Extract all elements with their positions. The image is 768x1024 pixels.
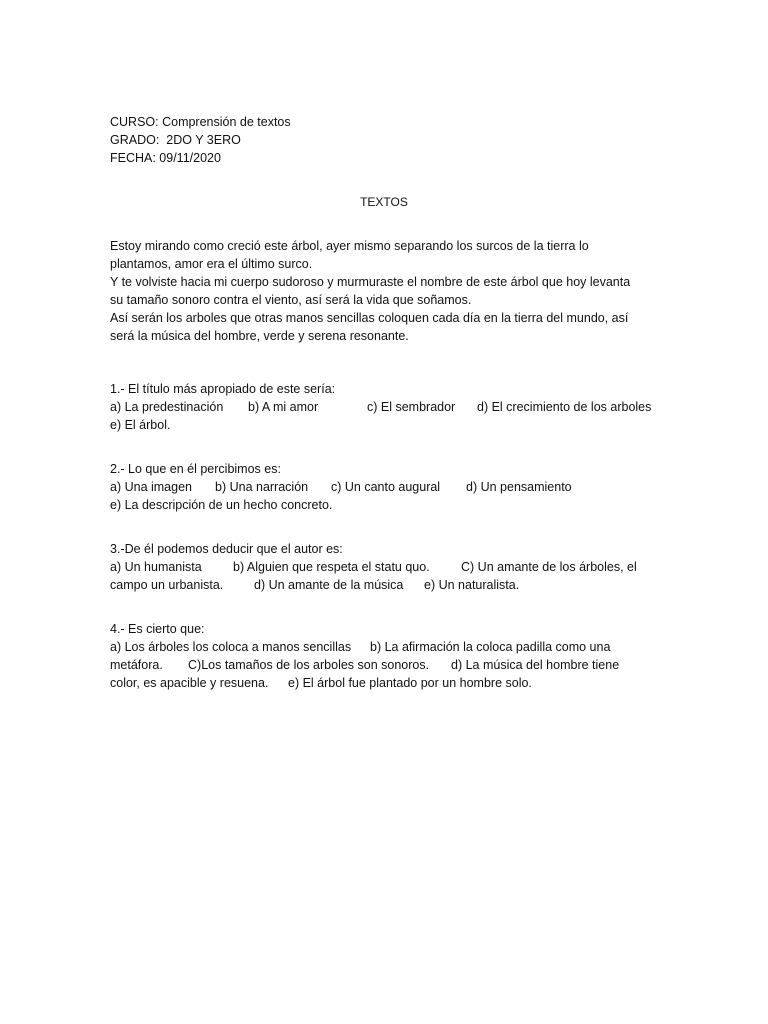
- question-3: [110, 540, 680, 594]
- question-2: [110, 460, 680, 514]
- document-header: [110, 113, 291, 167]
- passage-line: será la música del hombre, verde y serena resonante.: [110, 329, 409, 343]
- option-d-continued: color, es apacible y resuena.: [110, 676, 269, 690]
- question-options-row: [110, 674, 680, 692]
- question-stem: 1.- El título más apropiado de este sería:: [110, 382, 336, 396]
- option-a: a) Un humanista: [110, 560, 202, 574]
- option-d: d) Un pensamiento: [466, 480, 572, 494]
- option-c: C) Un amante de los árboles, el: [461, 560, 637, 574]
- option-d: d) La música del hombre tiene: [451, 658, 620, 672]
- passage-line: su tamaño sonoro contra el viento, así será la vida que soñamos.: [110, 293, 472, 307]
- passage-line: Así serán los arboles que otras manos sencillas coloquen cada día en la tierra del mundo, así: [110, 311, 629, 325]
- passage-line: plantamos, amor era el último surco.: [110, 257, 313, 271]
- option-a: a) Los árboles los coloca a manos sencillas: [110, 640, 352, 654]
- option-a: a) Una imagen: [110, 480, 192, 494]
- question-stem: 2.- Lo que en él percibimos es:: [110, 462, 281, 476]
- option-e: e) El árbol.: [110, 418, 171, 432]
- question-options-row: [110, 478, 680, 496]
- reading-passage: [110, 237, 670, 345]
- option-e: e) Un naturalista.: [424, 578, 520, 592]
- question-options-row: [110, 398, 680, 416]
- option-c: c) El sembrador: [367, 400, 456, 414]
- option-c-continued: campo un urbanista.: [110, 578, 224, 592]
- option-e: e) El árbol fue plantado por un hombre solo.: [288, 676, 532, 690]
- date-line: FECHA: 09/11/2020: [110, 151, 221, 165]
- question-options-row: [110, 558, 680, 576]
- course-line: CURSO: Comprensión de textos: [110, 115, 291, 129]
- option-b: b) Una narración: [215, 480, 309, 494]
- grade-line: GRADO: 2DO Y 3ERO: [110, 133, 241, 147]
- option-a: a) La predestinación: [110, 400, 224, 414]
- question-stem: 3.-De él podemos deducir que el autor es:: [110, 542, 343, 556]
- question-1: [110, 380, 680, 434]
- question-options-row: [110, 576, 680, 594]
- option-c: c) Un canto augural: [331, 480, 441, 494]
- question-options-row: [110, 656, 680, 674]
- question-stem: 4.- Es cierto que:: [110, 622, 205, 636]
- passage-line: Estoy mirando como creció este árbol, ayer mismo separando los surcos de la tierra lo: [110, 239, 589, 253]
- option-d: d) El crecimiento de los arboles: [477, 400, 652, 414]
- option-d: d) Un amante de la música: [254, 578, 404, 592]
- option-b: b) A mi amor: [248, 400, 319, 414]
- passage-line: Y te volviste hacia mi cuerpo sudoroso y murmuraste el nombre de este árbol que hoy levanta: [110, 275, 631, 289]
- question-options-row: [110, 638, 680, 656]
- option-b: b) La afirmación la coloca padilla como una: [370, 640, 611, 654]
- page-title: TEXTOS: [360, 195, 408, 209]
- option-b-continued: metáfora.: [110, 658, 163, 672]
- option-b: b) Alguien que respeta el statu quo.: [233, 560, 430, 574]
- option-e: e) La descripción de un hecho concreto.: [110, 498, 333, 512]
- option-c: C)Los tamaños de los arboles son sonoros.: [188, 658, 430, 672]
- question-4: [110, 620, 680, 692]
